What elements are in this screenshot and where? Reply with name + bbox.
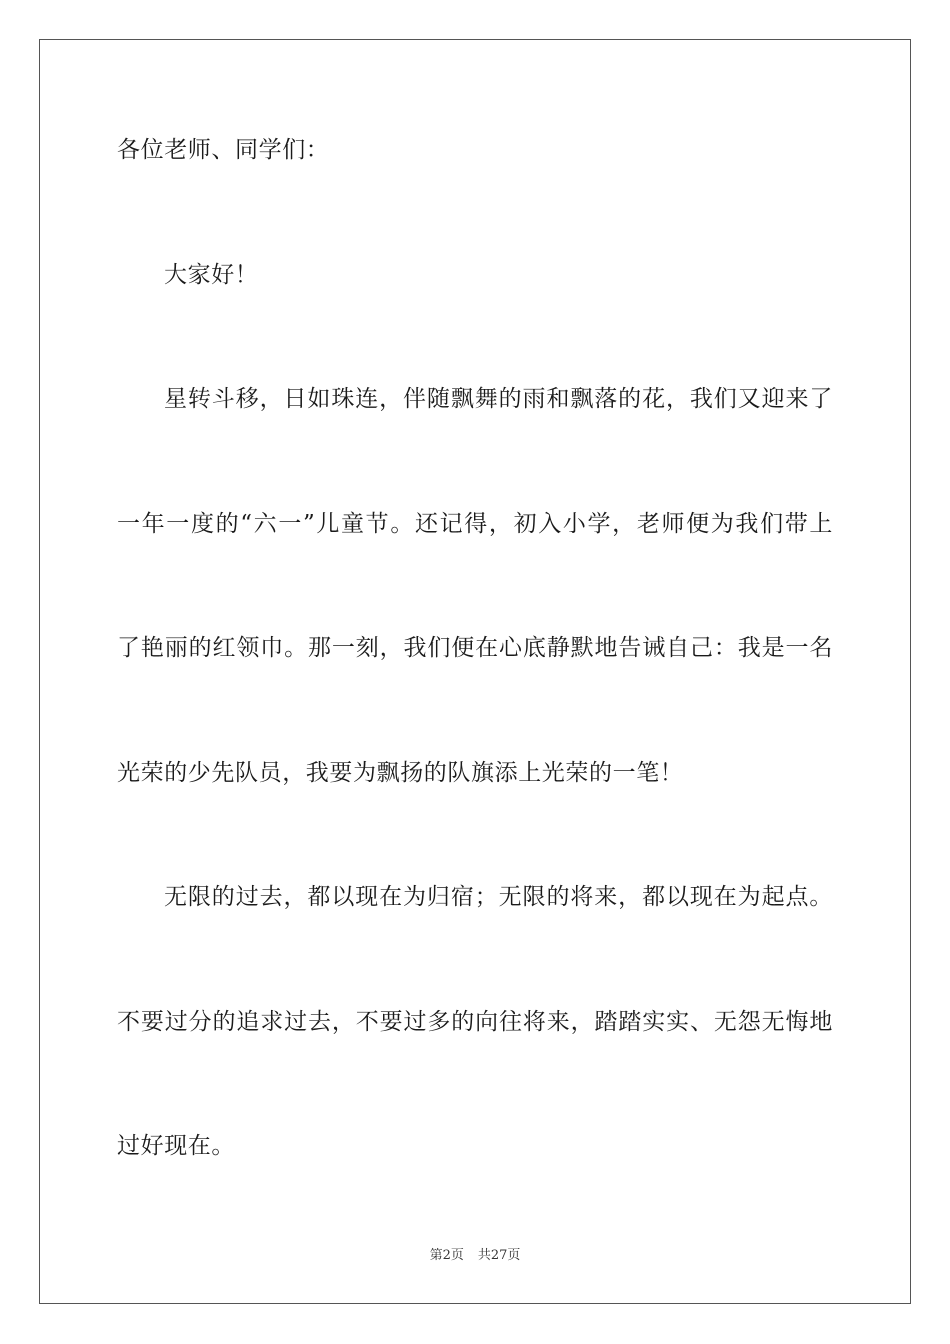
paragraph-line: 无限的过去，都以现在为归宿；无限的将来，都以现在为起点。 [164, 884, 833, 910]
paragraph-line: 一年一度的“六一”儿童节。还记得，初入小学，老师便为我们带上 [117, 511, 833, 537]
paragraph-line: 光荣的少先队员，我要为飘扬的队旗添上光荣的一笔！ [117, 760, 684, 786]
page-frame [39, 39, 911, 1304]
salutation: 各位老师、同学们： [117, 137, 330, 163]
page-footer [0, 1247, 950, 1265]
page-number: 第2页 [429, 1248, 464, 1263]
paragraph-line: 过好现在。 [117, 1133, 235, 1159]
greeting: 大家好！ [164, 262, 259, 288]
paragraph-line: 星转斗移，日如珠连，伴随飘舞的雨和飘落的花，我们又迎来了 [164, 386, 833, 412]
total-pages: 共27页 [477, 1248, 521, 1263]
paragraph-line: 了艳丽的红领巾。那一刻，我们便在心底静默地告诫自己：我是一名 [117, 635, 833, 661]
paragraph-line: 不要过分的追求过去，不要过多的向往将来，踏踏实实、无怨无悔地 [117, 1009, 833, 1035]
